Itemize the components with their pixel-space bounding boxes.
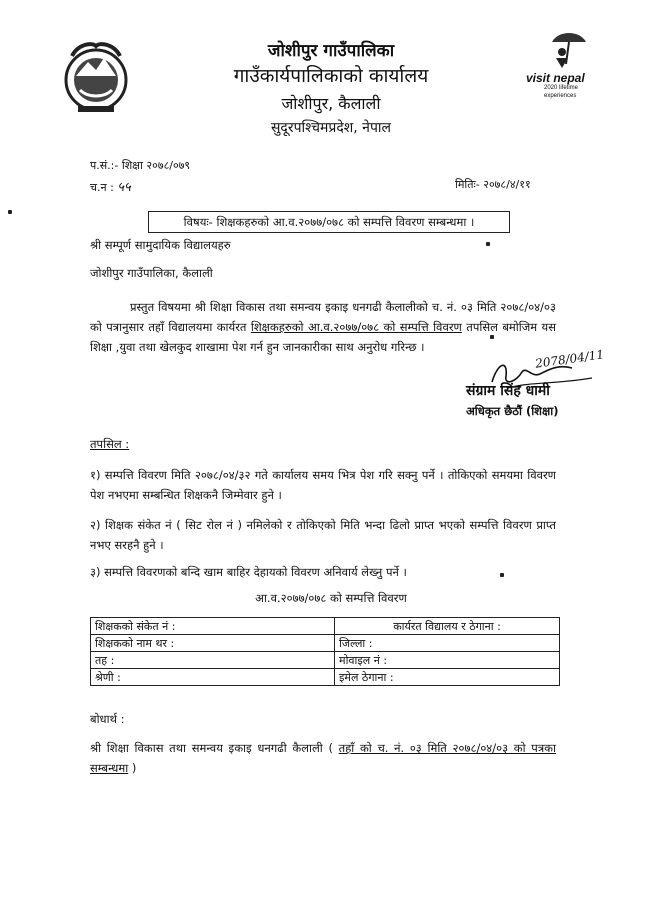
logo-text: visit nepal bbox=[526, 71, 585, 85]
scan-speck bbox=[490, 335, 494, 339]
table-row bbox=[91, 635, 560, 652]
table-cell: तह : bbox=[91, 652, 335, 669]
municipality-name: जोशीपुर गाउँपालिका bbox=[267, 41, 395, 61]
tapasil-item-2: २) शिक्षक संकेत नं ( सिट रोल नं ) नमिलेको र तोकिएको मिति भन्दा ढिलो प्राप्त भएको सम्पत्ति विवरण प्राप्त नभए सरहनै हुने । bbox=[90, 518, 556, 552]
tapasil-heading: तपसिल : bbox=[90, 437, 130, 451]
dispatch-label: च.न : bbox=[90, 181, 114, 194]
scan-speck bbox=[486, 242, 490, 246]
form-title: आ.व.२०७७/०७८ को सम्पत्ति विवरण bbox=[255, 591, 407, 605]
scan-speck bbox=[8, 210, 12, 214]
tapasil-item-1: १) सम्पत्ति विवरण मिति २०७८/०४/३२ गते कार्यालय समय भित्र पेश गरि सक्नु पर्ने । तोकिएको समयमा विवरण पेश नभएमा सम्बन्धित शिक्षकनै जिम्मेवार हुने । bbox=[90, 468, 556, 502]
letter-date: मितिः- २०७८/४/११ bbox=[455, 178, 531, 191]
addressee-line-2: जोशीपुर गाउँपालिका, कैलाली bbox=[90, 266, 213, 280]
office-location: जोशीपुर, कैलाली bbox=[281, 94, 381, 113]
table-row bbox=[91, 618, 560, 635]
office-name: गाउँकार्यपालिकाको कार्यालय bbox=[233, 65, 429, 87]
reference-number: प.सं.:- शिक्षा २०७८/०७९ bbox=[90, 159, 191, 172]
subject-line: विषयः- शिक्षकहरुको आ.व.२०७७/०७८ को सम्पत्ति विवरण सम्बन्धमा । bbox=[148, 211, 510, 233]
dispatch-value: ५५ bbox=[117, 180, 131, 195]
dispatch-number bbox=[90, 177, 131, 195]
body-paragraph bbox=[90, 297, 556, 357]
body-part-3: तपसिल बमोजिम यस शिक्षा ,युवा तथा खेलकुद शाखामा पेश गर्न हुन जानकारीका साथ अनुरोध गरिन्छ । bbox=[90, 320, 556, 354]
table-cell: इमेल ठेगाना : bbox=[335, 669, 560, 686]
bodhartha-heading: बोधार्थ : bbox=[90, 712, 125, 726]
province-country: सुदूरपश्चिमप्रदेश, नेपाल bbox=[270, 120, 392, 136]
table-cell: श्रेणी : bbox=[91, 669, 335, 686]
signatory-name: संग्राम सिंह धामी bbox=[466, 383, 550, 399]
table-row bbox=[91, 669, 560, 686]
table-cell: शिक्षकको संकेत नं : bbox=[91, 618, 335, 635]
table-row bbox=[91, 652, 560, 669]
handwritten-date: 2078/04/11 bbox=[534, 347, 605, 371]
signatory-title: अधिकृत छैठौं (शिक्षा) bbox=[466, 404, 559, 418]
addressee-line-1: श्री सम्पूर्ण सामुदायिक विद्यालयहरु bbox=[90, 238, 231, 252]
tapasil-item-3: ३) सम्पत्ति विवरणको बन्दि खाम बाहिर देहायको विवरण अनिवार्य लेख्नु पर्ने । bbox=[90, 565, 407, 579]
body-part-2-underlined: शिक्षकहरुको आ.व.२०७७/०७८ को सम्पत्ति विवरण bbox=[250, 320, 462, 334]
bodhartha-part-3: ) bbox=[128, 761, 137, 775]
scan-speck bbox=[500, 573, 504, 577]
logo-subtext: 2020 lifetime experiences bbox=[544, 85, 579, 99]
bodhartha-part-2-underlined: तहाँ को च. नं. ०३ मिति २०७८/०४/०३ को पत्रका सम्बन्धमा bbox=[90, 741, 556, 775]
table-cell: जिल्ला : bbox=[335, 635, 560, 652]
bodhartha-paragraph bbox=[90, 738, 556, 778]
table-cell: शिक्षकको नाम थर : bbox=[91, 635, 335, 652]
asset-form-table bbox=[90, 617, 560, 686]
table-cell: मोवाइल नं : bbox=[335, 652, 560, 669]
bodhartha-part-1: श्री शिक्षा विकास तथा समन्वय इकाइ धनगढी कैलाली ( bbox=[90, 741, 339, 755]
body-part-1: प्रस्तुत विषयमा श्री शिक्षा विकास तथा समन्वय इकाइ धनगढी कैलालीको च. नं. ०३ मिति २०७८/०४/०३ को पत्रानुसार तहाँ विद्यालयमा कार्यरत bbox=[90, 300, 556, 334]
table-cell: कार्यरत विद्यालय र ठेगाना : bbox=[335, 618, 560, 635]
